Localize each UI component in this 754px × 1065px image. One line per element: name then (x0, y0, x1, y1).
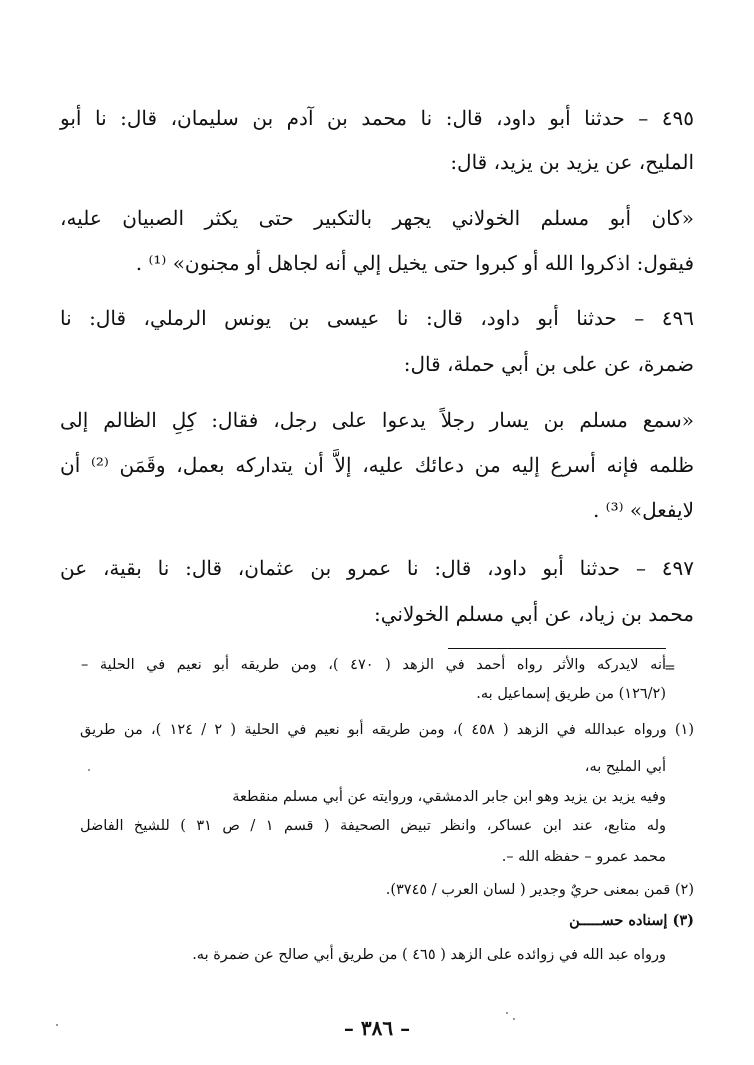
page-number: – ٣٨٦ – (343, 1016, 411, 1040)
footnote-line: محمد عمرو – حفظه الله –. (501, 849, 666, 865)
footnote-line: وله متابع، عند ابن عساكر، وانظر تبيض الصحيفة ( قسم ١ / ص ٣١ ) للشيخ الفاضل (80, 818, 666, 834)
scan-speck (513, 1018, 515, 1020)
continuation-mark: = (664, 660, 676, 676)
footnote-line: ورواه عبد الله في زوائده على الزهد ( ٤٦٥ ) من طريق أبي صالح عن ضمرة به. (192, 947, 666, 963)
scan-speck (88, 769, 90, 771)
text-line: محمد بن زياد، عن أبي مسلم الخولاني: (373, 602, 694, 626)
footnote-line: أنه لايدركه والأثر رواه أحمد في الزهد ( ٤٧٠ )، ومن طريقه أبو نعيم في الحلية – (81, 657, 667, 673)
footnote-line: (١٢٦/٢) من طريق إسماعيل به. (476, 686, 666, 702)
text-line: «سمع مسلم بن يسار رجلاً يدعوا على رجل، فقال: كِلِ الظالم إلى (60, 408, 694, 432)
footnote-line: وفيه يزيد بن يزيد وهو ابن جابر الدمشقي، وروايته عن أبي مسلم منقطعة (232, 789, 666, 805)
footnote-line: أبي المليح به، (584, 759, 666, 775)
footnote-line: (٢) قمن بمعنى حريٌ وجدير ( لسان العرب / ٣٧٤٥). (385, 882, 694, 898)
scan-speck (56, 1024, 58, 1026)
footnote-line: (١) ورواه عبدالله في الزهد ( ٤٥٨ )، ومن طريقه أبو نعيم في الحلية ( ٢ / ١٢٤ )، من طريق (80, 722, 695, 738)
footnote-separator (448, 648, 666, 649)
text-line: «كان أبو مسلم الخولاني يجهر بالتكبير حتى يكثر الصبيان عليه، (60, 206, 695, 230)
text-line: فيقول: اذكروا الله أو كبروا حتى يخيل إلي أنه لجاهل أو مجنون» ⁽¹⁾ . (135, 251, 694, 275)
footnote-line: (٣) إسناده حســـــن (569, 912, 694, 929)
text-line: المليح، عن يزيد بن يزيد، قال: (450, 150, 694, 174)
text-line: ٤٩٧ – حدثنا أبو داود، قال: نا عمرو بن عثمان، قال: نا بقية، عن (60, 556, 694, 580)
text-line: ٤٩٦ – حدثنا أبو داود، قال: نا عيسى بن يونس الرملي، قال: نا (60, 306, 694, 330)
text-line: لايفعل» ⁽³⁾ . (592, 498, 694, 522)
scan-speck (506, 1012, 508, 1014)
text-line: ٤٩٥ – حدثنا أبو داود، قال: نا محمد بن آدم بن سليمان، قال: نا أبو (60, 106, 694, 130)
text-line: ضمرة، عن على بن أبي حملة، قال: (403, 352, 694, 376)
text-line: ظلمه فإنه أسرع إليه من دعائك عليه، إلاَّ أن يتداركه بعمل، وقَمَن ⁽²⁾ أن (60, 453, 695, 477)
